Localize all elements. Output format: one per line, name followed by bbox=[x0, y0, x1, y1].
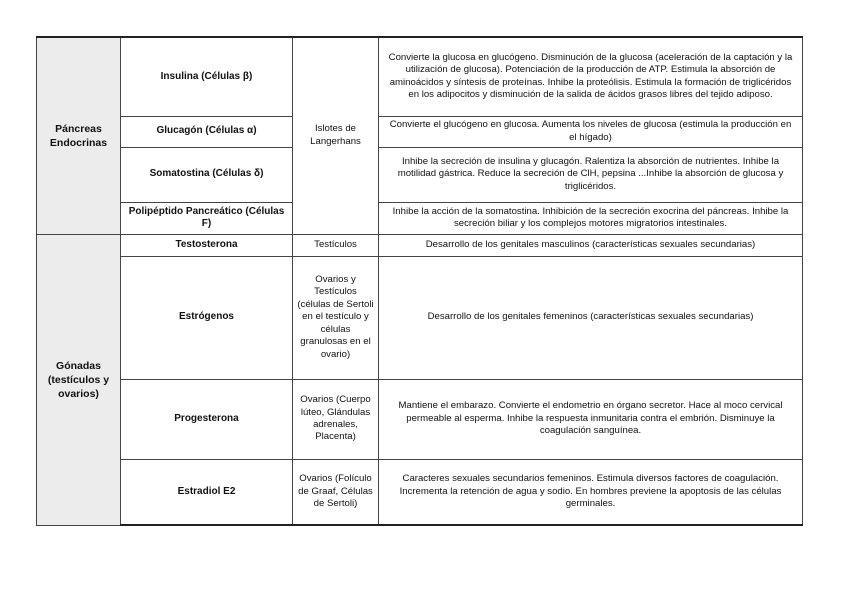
hormone-progesterona: Progesterona bbox=[121, 379, 293, 459]
hormone-testosterona: Testosterona bbox=[121, 234, 293, 256]
table-row bbox=[37, 234, 803, 256]
table-row bbox=[37, 147, 803, 202]
group-gonadas: Gónadas (testículos y ovarios) bbox=[37, 234, 121, 525]
table-row bbox=[37, 116, 803, 147]
table-row bbox=[37, 202, 803, 234]
hormone-estrogenos: Estrógenos bbox=[121, 256, 293, 379]
function-estrogenos: Desarrollo de los genitales femeninos (características sexuales secundarias) bbox=[379, 256, 803, 379]
function-testosterona: Desarrollo de los genitales masculinos (características sexuales secundarias) bbox=[379, 234, 803, 256]
table-row bbox=[37, 37, 803, 116]
function-somatostina: Inhibe la secreción de insulina y glucagón. Ralentiza la absorción de nutrientes. Inhibe la motilidad gástrica. Reduce la secreción de ClH, pepsina ...Inhibe la absorción de glucosa y triglicéridos. bbox=[379, 147, 803, 202]
hormone-table bbox=[36, 36, 803, 526]
group-pancreas: Páncreas Endocrinas bbox=[37, 37, 121, 234]
hormone-estradiol: Estradiol E2 bbox=[121, 459, 293, 525]
location-progesterona: Ovarios (Cuerpo lúteo, Glándulas adrenales, Placenta) bbox=[293, 379, 379, 459]
function-polipeptido: Inhibe la acción de la somatostina. Inhibición de la secreción exocrina del páncreas. Inhibe la secreción biliar y los complejos motores migratorios intestinales. bbox=[379, 202, 803, 234]
hormone-glucagon: Glucagón (Células α) bbox=[121, 116, 293, 147]
table-row bbox=[37, 459, 803, 525]
table-row bbox=[37, 379, 803, 459]
location-estrogenos: Ovarios y Testículos (células de Sertoli en el testículo y células granulosas en el ovario) bbox=[293, 256, 379, 379]
function-progesterona: Mantiene el embarazo. Convierte el endometrio en órgano secretor. Hace al moco cervical permeable al esperma. Inhibe la respuesta inmunitaria contra el embrión. Disminuye la coagulación sanguínea. bbox=[379, 379, 803, 459]
hormone-polipeptido: Polipéptido Pancreático (Células F) bbox=[121, 202, 293, 234]
function-insulina: Convierte la glucosa en glucógeno. Disminución de la glucosa (aceleración de la captación y la utilización de glucosa). Potenciación de la producción de ATP. Estimula la absorción de aminoácidos y síntesis de proteínas. Inhibe la proteólisis. Estimula la formación de triglicéridos en los adipocitos y disminución de la salida de ácidos grasos libres del tejido adiposo. bbox=[379, 37, 803, 116]
function-glucagon: Convierte el glucógeno en glucosa. Aumenta los niveles de glucosa (estimula la producción en el hígado) bbox=[379, 116, 803, 147]
hormone-somatostina: Somatostina (Células δ) bbox=[121, 147, 293, 202]
function-estradiol: Caracteres sexuales secundarios femeninos. Estimula diversos factores de coagulación. Incrementa la retención de agua y sodio. En hombres previene la apoptosis de las células germinales. bbox=[379, 459, 803, 525]
table-row bbox=[37, 256, 803, 379]
hormone-insulina: Insulina (Células β) bbox=[121, 37, 293, 116]
location-testosterona: Testículos bbox=[293, 234, 379, 256]
location-estradiol: Ovarios (Folículo de Graaf, Células de Sertoli) bbox=[293, 459, 379, 525]
location-islotes: Islotes de Langerhans bbox=[293, 37, 379, 234]
